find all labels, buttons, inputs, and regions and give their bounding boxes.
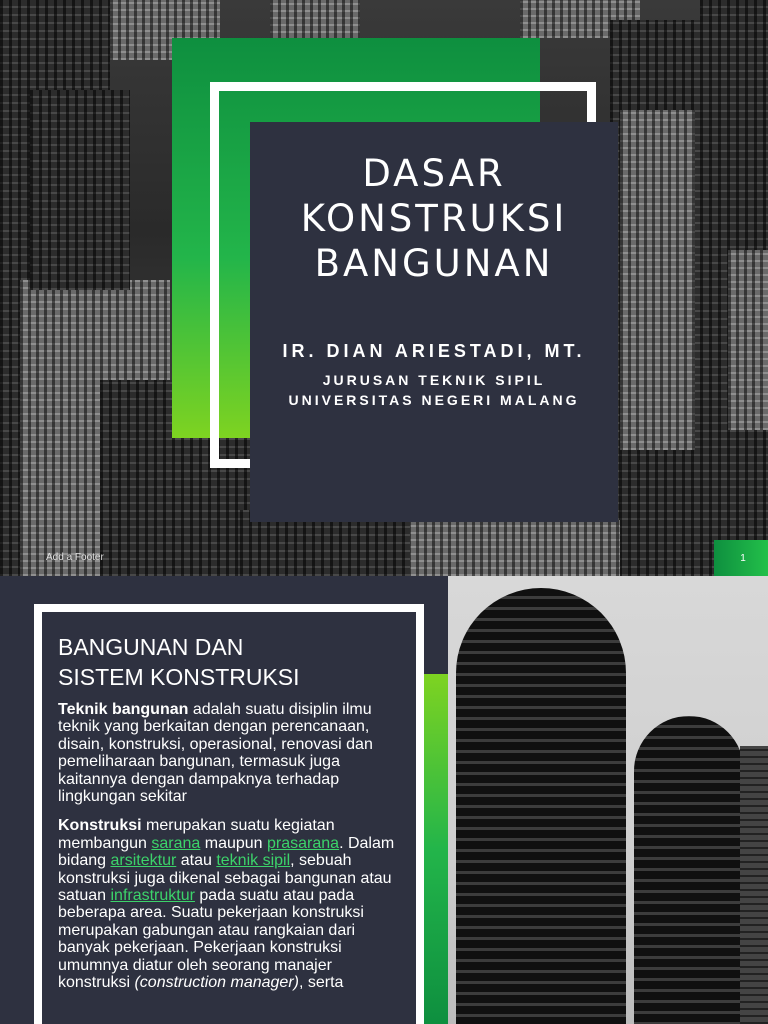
link-sarana[interactable]: sarana (151, 834, 201, 852)
department-name: JURUSAN TEKNIK SIPIL (322, 372, 546, 388)
paragraph-text: , sebuah konstruksi juga dikenal sebagai bangunan atau satuan (58, 852, 392, 905)
author-name: IR. DIAN ARIESTADI, MT. (282, 341, 586, 361)
slide-number-badge (714, 540, 768, 576)
link-teknik-sipil[interactable]: teknik sipil (216, 852, 291, 870)
title-line-2: KONSTRUKSI (300, 197, 568, 240)
paragraph-text: maupun (200, 834, 268, 852)
paragraph-text: pada suatu atau pada beberapa area. Suatu pekerjaan konstruksi merupakan gabungan atau rangkaian dari banyak pekerjaan. Pekerjaan konstruksi umumnya diatur oleh seorang manajer konstruksi (58, 887, 364, 992)
paragraph-text: merupakan suatu kegiatan membangun (58, 817, 335, 852)
title-panel (250, 122, 618, 522)
title-line-1: DASAR (362, 152, 506, 195)
corncob-towers-image (448, 576, 768, 1024)
paragraph-text: , serta (298, 974, 344, 992)
paragraph-text: . Dalam bidang (58, 834, 395, 870)
link-infrastruktur[interactable]: infrastruktur (110, 887, 195, 905)
term-konstruksi: Konstruksi (58, 817, 142, 835)
paragraph-teknik-bangunan (58, 701, 398, 805)
content-slide (0, 576, 768, 1024)
green-accent-bar (424, 674, 448, 1024)
slide-footer: Add a Footer (46, 552, 104, 563)
paragraph-text: adalah suatu disiplin ilmu teknik yang berkaitan dengan perencanaan, disain, konstruksi, operasional, renovasi dan pemeliharaan bangunan, termasuk juga kaitannya dengan dampaknya terhadap lingkungan sekitar (58, 701, 373, 806)
italic-construction-manager: (construction manager) (134, 974, 299, 992)
link-arsitektur[interactable]: arsitektur (110, 852, 177, 870)
title-line-3: BANGUNAN (314, 242, 554, 285)
university-name: UNIVERSITAS NEGERI MALANG (288, 392, 580, 408)
presentation-title (250, 151, 618, 286)
heading-line-1: BANGUNAN DAN (58, 634, 244, 660)
slide-number: 1 (740, 552, 746, 564)
slide-heading (58, 632, 398, 692)
link-prasarana[interactable]: prasarana (267, 834, 340, 852)
term-teknik-bangunan: Teknik bangunan (58, 701, 189, 718)
paragraph-text: atau (176, 852, 217, 870)
slide-content (58, 632, 398, 1004)
paragraph-konstruksi (58, 817, 398, 991)
heading-line-2: SISTEM KONSTRUKSI (58, 664, 300, 690)
